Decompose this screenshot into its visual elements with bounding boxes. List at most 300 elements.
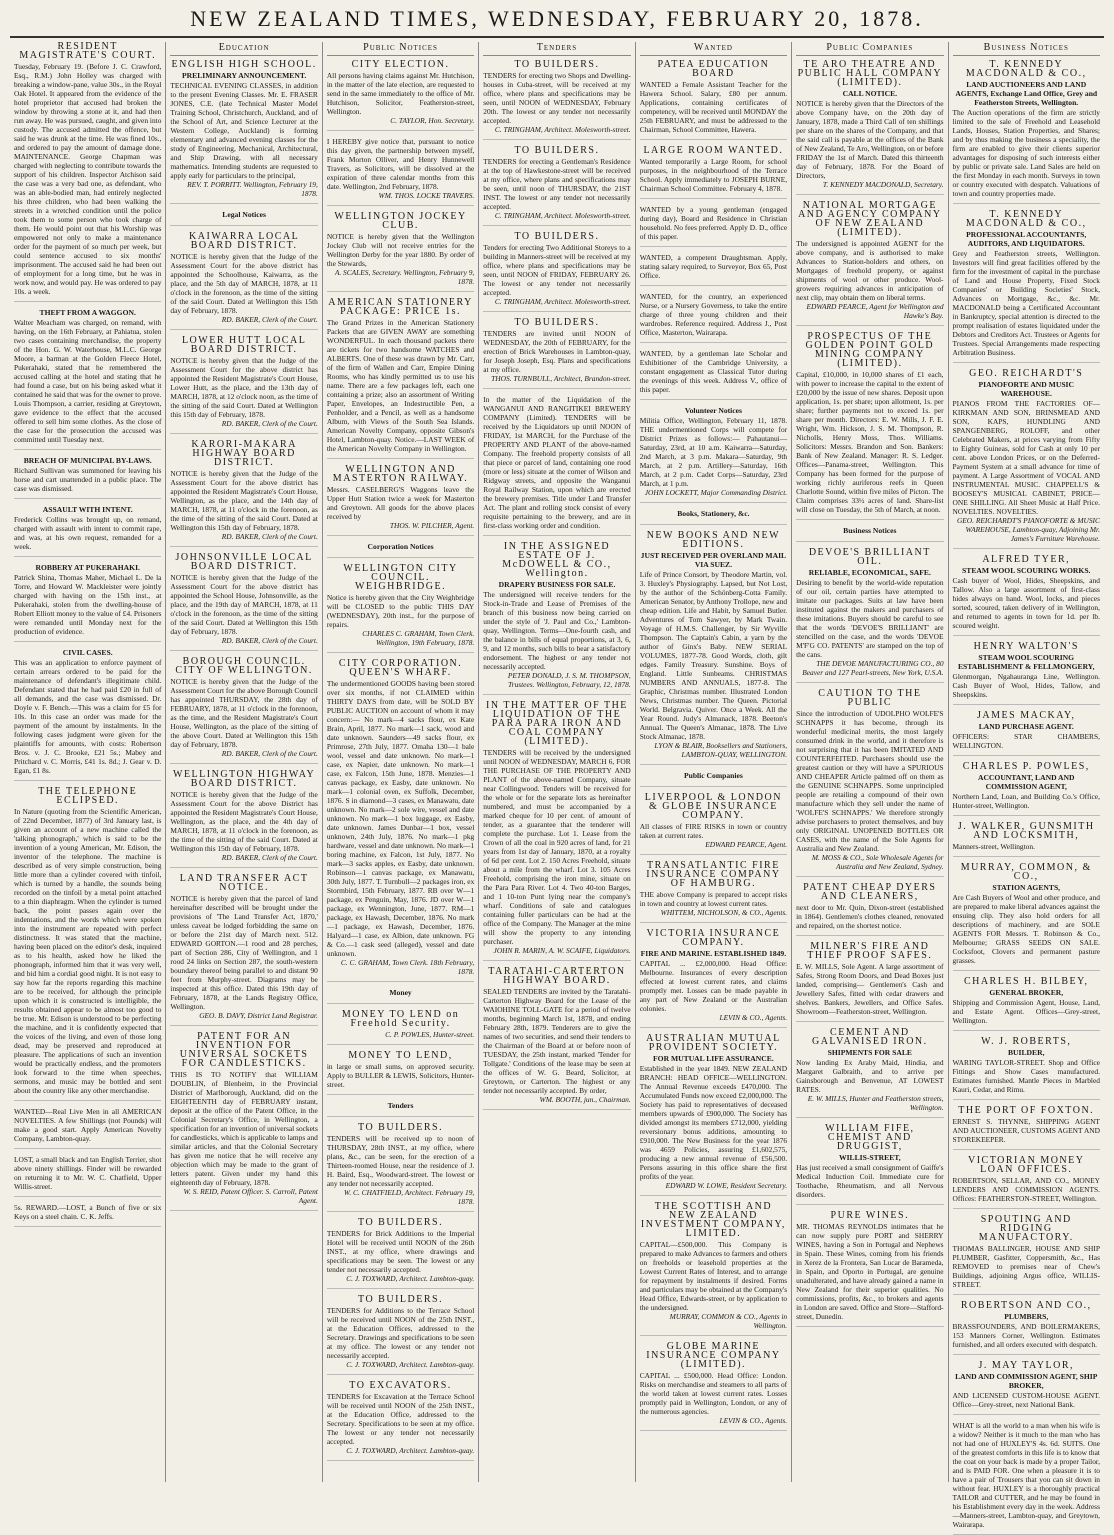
notice-subtitle: DRAPERY BUSINESS FOR SALE. xyxy=(498,580,616,589)
notice-title: LOWER HUTT LOCAL BOARD DISTRICT. xyxy=(181,335,307,355)
notice-body: Wanted temporarily a Large Room, for school purposes, in the neighbourhood of the Terrace School. Apply immediately to JOSEPH BURNE, Chairman School Committee. February 4, 1878. xyxy=(639,157,788,193)
notice-body: THOMAS BALLINGER, HOUSE AND SHIP PLUMBER, Gasfitter, Coppersmith, &c., Has REMOVED to premises near of Chew's Buildings, adjoining Argus office, WILLIS-STREET. xyxy=(952,1244,1100,1289)
notice-title: CHARLES H. BILBEY, xyxy=(963,976,1089,987)
notice xyxy=(796,942,943,1022)
column-6 xyxy=(792,42,948,1482)
notice-body: in large or small sums, on approved security. Apply to BULLER & LEWIS, Solicitors, Hunter-street. xyxy=(326,1062,475,1089)
notice xyxy=(327,1381,474,1461)
notice-body: NOTICE is hereby given that the Judge of the Assessment Court for the above district has appointed the Schoolhouse, Kaiwarra, as the place, and the 5th day of MARCH, 1878, at 11 o'clock in the forenoon, as the time of the sitting of the said Court. Dated at Wellington this 15th day of February, 1878. xyxy=(170,252,318,315)
notice xyxy=(796,526,943,542)
notice xyxy=(953,1037,1100,1100)
notice-title: WELLINGTON AND MASTERTON RAILWAY. xyxy=(332,464,469,484)
notice xyxy=(953,863,1100,971)
column-3 xyxy=(323,42,479,1482)
notice-title: J. WALKER, GUNSMITH AND LOCKSMITH, xyxy=(957,821,1095,841)
notice-body: TECHNICAL EVENING CLASSES, in addition to the present Evening Classes. Mr. E. FRASER JONES, C.E. (late Technical Master Model Training School, Christchurch, Auckland, and of the School of Art, and Science Lecturer at the Western College, Auckland) is forming elementary and advanced evening classes for the study of Engineering, Mechanical, Architectural, and Ship Drawing, with all necessary mathematics. Intending students are requested to apply early for particulars to the principal, xyxy=(170,81,318,180)
notice xyxy=(483,967,630,1110)
notice xyxy=(796,60,943,195)
notice-title: W. J. ROBERTS, xyxy=(981,1036,1072,1047)
notice-subtitle: Business Notices xyxy=(843,526,897,535)
notice-body: The undersigned is appointed AGENT for the above company, and is authorised to make Advances to Station-holders and others, on Mortgages of freehold property, or against shipments of wool or other produce. Wool-growers requiring advances in anticipation of next clip, may obtain them on liberal terms. xyxy=(796,239,944,302)
notice-signature: GEO. REICHARDT'S PIANOFORTE & MUSIC WAREHOUSE, Lambton-quay, Adjoining Mr. James's Furniture Warehouse. xyxy=(956,516,1100,543)
notice xyxy=(796,332,943,520)
notice-body: This was an application to enforce payment of certain arrears ordered to be paid for the maintenance of defendant's illegitimate child. Defendant stated that he had paid £20 in full of all demands, and the case was dismissed. Dr. Doyle v. F. Bench.—This was a claim for £5 for 10s. In this case an order was made for the payment of the amount by instalments. In the following cases judgment were given for the plaintiffs for amounts, with costs: Robertson Bros. v. J. C. Brooke, £21 5s.; Mabey and Pritchard v. C. Morris, £41 1s. 8d.; J. Gear v. D. Egan, £1 8s. xyxy=(14,658,162,775)
notice-body: PIANOS FROM THE FACTORIES OF— KIRKMAN AND SON, BRINSMEAD AND SON, KAPS, HUNDLING AND SPANGENBERG, ROLOFF, and other Celebrated Makers, at prices varying from Fifty to Eighty Guineas, sold for Cash at only 10 per cent. above London Prices, or on the Deferred-Payment System at a small advance for time of payment. A Large Assortment of VOCAL AND INSTRUMENTAL MUSIC. CHAPPELL'S & BOOSEY'S MUSICAL CABINET, PRICE—ONE SHILLING. All Sheet Music at Half Price. NOVELTIES. NOVELTIES. xyxy=(952,399,1100,516)
notice-signature: RD. BAKER, Clerk of the Court. xyxy=(221,419,318,428)
notice-title: CHARLES P. POWLES, xyxy=(962,761,1090,772)
notice-title: MILNER'S FIRE AND THIEF PROOF SAFES. xyxy=(807,941,933,961)
notice xyxy=(14,1155,161,1197)
notice xyxy=(327,212,474,292)
notice-subtitle: Corporation Notices xyxy=(367,542,434,551)
notice-title: VICTORIAN MONEY LOAN OFFICES. xyxy=(968,1155,1085,1175)
notice xyxy=(327,564,474,653)
notice-signature: C. J. TOXWARD, Architect. Lambton-quay. xyxy=(346,1446,475,1455)
notice-body: I HEREBY give notice that, pursuant to notice this day given, the partnership between myself, Frank Morton Olliver, and Henry Hunnewell Travers, as Solicitors, will be dissolved at the expiration of three calendar months from this date. Wellington, 2nd February, 1878. xyxy=(326,137,475,191)
notice-title: LAND TRANSFER ACT NOTICE. xyxy=(179,873,309,893)
notice-subtitle: Legal Notices xyxy=(222,210,266,219)
notice-body: Are Cash Buyers of Wool and other produce, and are prepared to make liberal advances against the ensuing clip. They also hold orders for all descriptions of machinery, and are SOLE AGENTS FOR Messrs. T. Robinson & Co., Melbourne; GRASS SEEDS ON SALE. Cocksfoot, Clovers and permanent pasture grasses. xyxy=(952,893,1100,965)
notice-body: SEALED TENDERS are invited by the Taratahi-Carterton Highway Board for the Lease of the WAIOHINE TOLL-GATE for a period of twelve months, beginning March 1st, 1878, and ending February 28th, 1879. Tenderers are to give the names of two securities, and send their tenders to the Chairman of the Board at or before noon of TUESDAY, the 25th instant, marked 'Tender for Tollgate.' Conditions of the lease may be seen at the offices of W. G. Beard, Solicitor, at Greytown, or Carterton. The highest or any tender not necessarily accepted. By order, xyxy=(483,987,631,1095)
notice-subtitle: Volunteer Notices xyxy=(684,406,742,415)
notice-body: WANTED, a competent Draughtsman. Apply, stating salary required, to Surveyor, Box 65, Post Office. xyxy=(639,253,788,280)
column-heading: Wanted xyxy=(640,42,787,56)
notice-signature: A. SCALES, Secretary. Wellington, February 9, 1878. xyxy=(334,268,475,286)
notice xyxy=(953,711,1100,756)
notice-signature: THOS. TURNBULL, Architect, Brandon-street. xyxy=(491,374,631,383)
notice-signature: C. TRINGHAM, Architect. Molesworth-street. xyxy=(494,125,631,134)
column-2 xyxy=(166,42,322,1482)
notice-title: BOROUGH COUNCIL. CITY OF WELLINGTON. xyxy=(175,656,313,676)
notice-title: ROBERTSON AND CO., xyxy=(960,1300,1092,1311)
notice xyxy=(953,210,1100,363)
notice-body: The Grand Prizes in the American Stationery Packets that are GIVEN AWAY are something WONDERFUL. In each thousand packets there are tickets for two handsome WATCHES and ALBERTS. One of these was drawn by Mr. Carr, of the firm of Wallen and Carr, Empire Dining Rooms, who has kindly permitted us to use his name. There are a few packages left, each one containing a prize; also an assortment of Writing Paper, Envelopes, an Indestructible Pen, a Penholder, and a Pencil, as well as a handsome Album, with Views of the South Sea Islands. American Novelty Company, opposite Gibson's Hotel, Lambton-quay. Notice.—LAST WEEK of the American Novelty Company in Wellington. xyxy=(326,318,475,453)
notice xyxy=(327,542,474,558)
notice xyxy=(170,210,317,226)
notice xyxy=(14,563,161,642)
notice-body: TENDERS will be received by the undersigned until NOON of WEDNESDAY, MARCH 6, FOR THE PURCHASE OF THE PROPERTY AND PLANT of the above-named Company, situate near Collingwood. Tenders will be received for the whole or for the separate lots as hereinafter numbered, and must be accompanied by a marked cheque for 10 per cent. of amount of tender, as a guarantee that the tenderer will complete the purchase. Lot 1. Lease from the Crown of all the coal in 920 acres of land, for 21 years from 1st day of January, 1870, at a royalty of 6d per cent. Lot 2. 150 Acres Freehold, situate about a mile from the wharf. Lot 3. 105 Acres Freehold, comprising the iron mine, situate on the Para Para River. Lot 4. Two 40-ton Barges, and 1 10-ton Punt lying near the company's wharf. Conditions of sale and catalogues containing fuller particulars can be had at the office of the Company. The Manager at the mine will show the property to any intending purchaser. xyxy=(483,748,631,946)
notice-subtitle: RELIABLE, ECONOMICAL, SAFE. xyxy=(808,568,931,577)
notice-body: Desiring to benefit by the world-wide reputation of our oil, certain parties have attempted to imitate our packages. Suits at law have been instituted against the makers and purchasers of these imitations. Buyers should be careful to see that the words 'DEVOE'S BRILLIANT' are stencilled on the case, and the words 'DEVOE M'F'G CO. PATENTS' are stamped on the top of the cans. xyxy=(796,578,944,659)
notice-title: WELLINGTON HIGHWAY BOARD DISTRICT. xyxy=(173,769,316,789)
notice-title: CAUTION TO THE PUBLIC xyxy=(818,688,922,708)
notice-title: TO BUILDERS. xyxy=(514,145,600,156)
notice-body: NOTICE is hereby given that the Wellington Jockey Club will not receive entries for the Wellington Derby for the year 1880. By order of the Stewards, xyxy=(326,232,475,268)
notice-subtitle: PROFESSIONAL ACCOUNTANTS, AUDITORS, AND LIQUIDATORS. xyxy=(966,230,1087,248)
notice xyxy=(953,1215,1100,1295)
notice-signature: C. P. POWLES, Hunter-street. xyxy=(385,1030,475,1039)
notice xyxy=(796,883,943,936)
notice-title: T. KENNEDY MACDONALD & CO., xyxy=(965,209,1087,229)
notice xyxy=(953,369,1100,549)
notice-body: next door to Mr. Quin, Dixon-street (established in 1864). Gentlemen's clothes cleaned, renovated and repaired, on the shortest notice. xyxy=(796,903,944,930)
notice xyxy=(640,292,787,343)
notice xyxy=(327,465,474,536)
notice-subtitle: FOR MUTUAL LIFE ASSURANCE. xyxy=(653,1054,774,1063)
notice xyxy=(640,509,787,525)
notice-subtitle: PIANOFORTE AND MUSIC WAREHOUSE. xyxy=(978,380,1074,398)
notice-signature: EDWARD PEARCE, Agent. xyxy=(705,840,788,849)
notice xyxy=(170,60,317,204)
notice-title: NATIONAL MORTGAGE AND AGENCY COMPANY OF NEW ZEALAND (LIMITED). xyxy=(798,200,942,238)
notice-title: KAIWARRA LOCAL BOARD DISTRICT. xyxy=(189,231,300,251)
notice-body: NOTICE is hereby given that the Judge of the Assessment Court for the above district has appointed the Resident Magistrate's Court House, Lower Hutt, as the place, and the 13th day of MARCH, 1878, at 12 o'clock noon, as the time of the sitting of the said Court. Dated at Wellington this 15th day of February, 1878. xyxy=(170,356,318,419)
notice-body: Walter Meacham was charged, on remand, with having, on the 16th February, at Pahiatua, stolen two cases containing merchandise, the property of the Hon. G. W. Waterhouse, M.L.C. George Moore, a barman at the Golden Fleece Hotel, Pukerahaki, stated that he remembered the accused calling at the hotel and stating that he had found a case, but on his being asked what it contained he said that was for the owner to prove. Louis Thompson, a carrier, residing at Greytown, gave evidence to the effect that the accused offered to sell him some clothes. As the close of the case for the prosecution the accused was committed until Tuesday next. xyxy=(14,318,162,444)
notice-signature: EDWARD W. LOWE, Resident Secretary. xyxy=(665,1181,788,1190)
notice-body: NOTICE is hereby given that the Judge of the Assessment Court for the above District has appointed the Resident Magistrate's Court House, Wellington, as the place, and the 4th day of MARCH, 1878, at 11 o'clock in the forenoon, as the time of the sitting of the said Court. Dated at Wellington this 15th day of February, 1878. xyxy=(170,790,318,853)
notice-title: ALFRED TYER, xyxy=(982,554,1071,565)
notice-signature: RD. BAKER, Clerk of the Court. xyxy=(221,315,318,324)
notice xyxy=(14,1107,161,1149)
notice-signature: W. S. REID, Patent Officer. S. Carroll, Patent Agent. xyxy=(183,1187,318,1205)
notice-body: Notice is hereby given that the City Weighbridge will be CLOSED to the public THIS DAY (WEDNESDAY), 20th inst., for the purpose of repairs. xyxy=(326,593,475,629)
notice-body: CAPITAL ... £2,000,000. Head Office: Melbourne. Insurances of every description effected at lowest current rates, and claims promptly met. Losses can be made payable in any part of New Zealand or the Australian colonies. xyxy=(639,959,788,1013)
notice-title: TRANSATLANTIC FIRE INSURANCE COMPANY OF HAMBURG. xyxy=(646,860,781,889)
notice xyxy=(640,1202,787,1336)
notice-title: JOHNSONVILLE LOCAL BOARD DISTRICT. xyxy=(175,552,313,572)
notice xyxy=(327,1295,474,1375)
notice xyxy=(483,60,630,140)
notice-subtitle: CALL NOTICE. xyxy=(842,89,898,98)
notice-subtitle: GENERAL BROKER, xyxy=(989,988,1064,997)
notice-body: E. W. MILLS, Sole Agent. A large assortment of Safes, Strong Room Doors, and Dead Boxes just landed, comprising— Gentlemen's Cash and Jewellery Safes, fitted with cedar drawers and shelves. Bankers, Jewellers, and Office Safes. Showroom—Featherston-street, Wellington. xyxy=(796,962,944,1016)
notice-title: TO BUILDERS. xyxy=(358,1122,444,1133)
notice xyxy=(14,505,161,557)
notice-title: PURE WINES. xyxy=(830,1210,910,1221)
notice xyxy=(953,1361,1100,1415)
notice-body: ROBERTSON, SELLAR, AND CO., MONEY LENDERS AND COMMISSION AGENTS. Offices: FEATHERSTON-STREET, Wellington. xyxy=(952,1176,1100,1203)
notice-subtitle: PRELIMINARY ANNOUNCEMENT. xyxy=(182,71,307,80)
notice-subtitle: WILLIS-STREET, xyxy=(838,1153,901,1162)
notice-signature: W. C. CHATFIELD, Architect. February 19, 1878. xyxy=(343,1188,475,1206)
notice-body: NOTICE is hereby given that the Directors of the above Company have, on the 20th day of January, 1878, made a Third Call of ten shillings per share on the shares of the Company, and that the said call is payable at the offices of the Bank of New Zealand, Te Aro, Wellington, on or before FRIDAY the 1st of March. Dated this thirteenth day of February, 1878. For the Board of Directors, xyxy=(796,99,944,180)
notice xyxy=(483,146,630,226)
masthead: NEW ZEALAND TIMES, WEDNESDAY, FEBRUARY 20, 1878. xyxy=(10,6,1104,38)
notice xyxy=(327,1218,474,1289)
notice xyxy=(796,689,943,877)
notice-body: TENDERS are invited until NOON of WEDNESDAY, the 20th of FEBRUARY, for the erection of Brick Warehouses in Lambton-quay, for Joseph Joseph, Esq. Plans and specifications at my office. xyxy=(483,329,631,374)
notice-signature: WHITTEM, NICHOLSON, & CO., Agents. xyxy=(660,908,788,917)
notice-body: Shipping and Commission Agent, House, Land, and Estate Agent. Offices—Grey-street, Wellington. xyxy=(952,998,1100,1025)
notice-subtitle: JUST RECEIVED PER OVERLAND MAIL VIA SUEZ. xyxy=(640,551,787,569)
notice-signature: C. C. GRAHAM, Town Clerk. 18th February, 1878. xyxy=(340,958,475,976)
notice-body: WANTED by a young gentleman (engaged during day), Board and Residence in Christian household. No fees preferred. Apply D. D., office of this paper. xyxy=(639,205,788,241)
notice xyxy=(14,42,161,302)
notice-title: DEVOE'S BRILLIANT OIL. xyxy=(808,547,931,567)
notice-title: IN THE ASSIGNED ESTATE OF J. McDOWELL & CO., Wellington. xyxy=(502,541,612,579)
notice-title: IN THE MATTER OF THE LIQUIDATION OF THE PARA PARA IRON AND COAL COMPANY (LIMITED). xyxy=(486,700,628,747)
notice-body: WANTED a Female Assistant Teacher for the Hawera School. Salary, £80 per annum. Applications, containing certificates of competency, will be received until MONDAY the 25th FEBRUARY, and must be addressed to the Chairman, School Committee, Hawera. xyxy=(639,80,788,134)
notice-signature: RD. BAKER, Clerk of the Court. xyxy=(221,749,318,758)
notice xyxy=(327,988,474,1004)
notice xyxy=(327,1010,474,1045)
notice-signature: EDWARD PEARCE, Agent for Wellington and Hawke's Bay. xyxy=(806,302,944,320)
notice-body: Manners-street, Wellington. xyxy=(952,842,1035,851)
column-heading: Business Notices xyxy=(953,42,1100,56)
notice-title: MONEY TO LEND on Freehold Security. xyxy=(341,1009,460,1029)
notice-subtitle: BUILDER, xyxy=(1007,1048,1045,1057)
notice-subtitle: LAND PURCHASE AGENT. xyxy=(978,722,1074,731)
notice-body: Cash buyer of Wool, Hides, Sheepskins, and Tallow. Also a large assortment of first-class hides always on hand. Wool, locks, and pieces sorted, scoured, taken delivery of in Wellington, and returned to agents in town for 1d. per lb. scoured weight. xyxy=(952,576,1100,630)
notice-body: WARING TAYLOR-STREET. Shop and Office Fittings and Show Cases manufactured. Estimates furnished. Mantle Pieces in Marbled Kauri, Cedar, and Rimu. xyxy=(952,1058,1100,1094)
notice-body: ERNEST S. THYNNE, SHIPPING AGENT AND AUCTIONEER, CUSTOMS AGENT AND STOREKEEPER. xyxy=(952,1117,1100,1144)
notice xyxy=(640,349,787,400)
notice-subtitle: Money xyxy=(389,988,412,997)
notice-title: HENRY WALTON'S xyxy=(973,641,1079,652)
notice-signature: THOS. W. PILCHER, Agent. xyxy=(389,521,475,530)
notice-body: Patrick Shina, Thomas Maher, Michael L. De la Torre, and Howard W. Mackleister were jointly charged with having on the 15th inst., at Pukerahaki, stolen from the dwelling-house of Robert Elliott money to the value of £4. Prisoners were remanded until Monday next for the production of evidence. xyxy=(14,573,162,636)
notice-body: Messrs. CASELBERG'S Waggons leave the Upper Hutt Station twice a week for Masterton and Greytown. All goods for the above places received by xyxy=(326,485,475,521)
notice-body: Richard Sullivan was summoned for leaving his horse and cart unattended in a public place. The case was dismissed. xyxy=(14,466,162,493)
notice xyxy=(14,1203,161,1227)
notice xyxy=(953,1301,1100,1355)
notice-signature: RD. BAKER, Clerk of the Court. xyxy=(221,853,318,862)
notice xyxy=(953,60,1100,204)
notice-title: CITY ELECTION. xyxy=(351,59,450,70)
notice-body: TENDERS will be received up to noon of THURSDAY, 28th INST., at my office, where plans, &c., can be seen, for the erection of a Thirteen-roomed House, near the residence of J. H. Baird, Esq., Woodward-street. The lowest or any tender not necessarily accepted. xyxy=(326,1134,475,1188)
notice-subtitle: STEAM WOOL SCOURING WORKS. xyxy=(962,566,1091,575)
notice xyxy=(170,440,317,547)
notice xyxy=(953,642,1100,705)
notice-body: In the matter of the Liquidation of the WANGANUI AND RANGITIKEI BREWERY COMPANY (Limited). TENDERS will be received by the Liquidators up until NOON of FRIDAY, 1st MARCH, for the Purchase of the PROPERTY AND PLANT of the above-named Company. The freehold property consists of all that piece or parcel of land, containing one rood (more or less) situate at the corner of Wilson and Ridgway streets, and opposite the Wanganui Royal Railway Station, upon which are erected the brewery premises. Title under Land Transfer Act. The plant and rolling stock consist of every requisite pertaining to the brewery, and are in first-class working order and condition. xyxy=(483,395,631,530)
notice-title: LIVERPOOL & LONDON & GLOBE INSURANCE COMPANY. xyxy=(644,792,782,821)
notice-subtitle: PLUMBERS, xyxy=(1004,1312,1049,1321)
notice xyxy=(483,318,630,389)
notice xyxy=(640,1034,787,1196)
notice xyxy=(640,146,787,199)
notice-signature: PETER DONALD, J. S. M. THOMPSON, Trustees. Wellington, February, 12, 1878. xyxy=(507,671,631,689)
notice-body: Capital, £10,000, in 10,000 shares of £1 each, with power to increase the capital to the extent of £20,000 by the issue of new shares. Deposit upon application, 1s. per share; upon allotment, 1s. per share; further payments not to exceed 1s. per share per month. Directors: E. W. Mills, J. F. E. Wright, Wm. Hickson, J. S. M. Thompson, R. Nicholls, Henry Moss, Thos. Williams. Solicitors: Messrs. Brandon and Son. Bankers: Bank of New Zealand. Manager: R. S. Ledger. Offices—Panama-street, Wellington. This Company has been formed for the purpose of working richly auriferous reefs in Queen Charlotte Sound, within five miles of Picton. The Claim comprises 33½ acres of land. Share-list will close on Tuesday, the 5th of March, at noon. xyxy=(796,370,944,514)
notice-body: Glenmorgan, Ngahauranga Line, Wellington. Cash Buyer of Wool, Hides, Tallow, and Sheepskins. xyxy=(952,672,1100,699)
notice-signature: MURRAY, COMMON & CO., Agents in Wellington. xyxy=(669,1312,788,1330)
notice-body: MR. THOMAS REYNOLDS intimates that he can now supply pure PORT and SHERRY WINES, having a Son in Portugal and Nephews in Spain. These Wines, coming from his friends in Xerez de la Frontera, San Lucar de Barameda, in Spain, and Oporto in Portugal, are genuine unadulterated, and have already gained a name in New Zealand for their superior qualities. No commissions, profits, &c., to brokers and agents in London are saved. Office and Store—Stafford-street, Dunedin. xyxy=(796,1222,944,1321)
notice xyxy=(953,1106,1100,1150)
notice xyxy=(953,762,1100,816)
notice xyxy=(640,531,787,765)
notice xyxy=(953,1156,1100,1209)
notice-title: PROSPECTUS OF THE GOLDEN POINT GOLD MINING COMPANY (LIMITED). xyxy=(805,331,935,369)
notice-title: T. KENNEDY MACDONALD & CO., xyxy=(965,59,1087,79)
notice xyxy=(327,659,474,982)
notice-signature: WM. BOOTH, jun., Chairman. xyxy=(539,1095,631,1104)
notice xyxy=(327,60,474,131)
column-1 xyxy=(10,42,166,1482)
notice xyxy=(327,1123,474,1212)
notice-body: 5s. REWARD.—LOST, a Bunch of five or six Keys on a steel chain. C. K. Jeffs. xyxy=(14,1203,162,1221)
notice-title: TO EXCAVATORS. xyxy=(349,1380,452,1391)
notice-title: AMERICAN STATIONERY PACKAGE: PRICE 1s. xyxy=(328,297,473,317)
notice xyxy=(483,701,630,961)
notice-title: THE PORT OF FOXTON. xyxy=(958,1105,1095,1116)
notice-title: MONEY TO LEND, xyxy=(348,1050,453,1061)
notice-body: NOTICE is hereby given that the Judge of the Assessment Court for the above district has appointed the School House, Johnsonville, as the place, and the 19th day of MARCH, 1878, at 11 o'clock in the forenoon, as the time of the sitting of the said Court. Dated at Wellington this 15th day of February, 1878. xyxy=(170,573,318,636)
notice-body: CAPITAL—£500,000. This Company is prepared to make Advances to farmers and others on freeholds or leasehold properties at the Lowest Current Rates of Interest, and to arrange for repayment by instalments if desired. Forms and particulars may be obtained at the Company's Head Office, Edwards-street, or by application to the undersigned. xyxy=(639,1240,788,1312)
notice xyxy=(640,60,787,140)
notice-title: CITY CORPORATION. QUEEN'S WHARF. xyxy=(338,658,463,678)
notice-title: MURRAY, COMMON, & CO., xyxy=(960,862,1092,882)
notice-body: The Auction operations of the firm are strictly limited to the sale of Freehold and Leasehold Lands, Houses, Station Properties, and Shares; and by thus making the business a speciality, the firm are enabled to give their clients superior advantages for disposing of such interests either by public or private sale. Land Sales are held on the first Monday in each month. Surveys in town or country executed with despatch. Valuations of town and country properties made. xyxy=(952,108,1100,198)
notice-body: The undermentioned GOODS having been stored over six months, if not CLAIMED within THIRTY DAYS from date, will be SOLD BY PUBLIC AUCTION on account of whom it may concern:— No mark—4 sacks flour, ex Kate Brain, April, 1877. No mark—1 sack, wood and date unknown. Saunders—49 sacks flour, ex Primrose, 27th July, 1877. Omaha 130—1 bale wool, vessel and date unknown. No mark—1 case, ex Napier, date unknown. No mark—1 case, ex Falcon, 15th June, 1878. Menzies—1 canvas package, ex Easby, date unknown. No mark—1 colonial oven, ex Suffolk, December, 1876. S in diamond—3 cases, ex Manawatu, date unknown. No mark—2 sole wire, vessel and date unknown. No mark—1 box luggage, ex Easby, date unknown. James Dunbar—1 box, vessel unknown, 24th July, 1876. No mark—1 pkg hardware, vessel and date unknown. No mark—1 boring machine, ex Falcon, 1st July, 1877. No mark—3 sacks apples, ex Easby, date unknown. Robinson—1 canvas package, ex Manawatu, 30th July, 1877. T. Turnbull—2 packages iron, ex Stormbird, 15th February, 1877. RB over W—1 package, ex Penguin, May, 1876. JD over W—1 package, ex Wennington, June, 1877. RM—1 package, ex Hawash, December, 1876. No mark—1 package, ex Hawash, December, 1876. Halyard—1 case, ex Albion, date unknown. FG & Co.—1 cask seed (alleged), vessel and date unknown. xyxy=(326,679,475,958)
notice-body: Tuesday, February 19. (Before J. C. Crawford, Esq., R.M.) John Holley was charged with breaking a window-pane, value 30s., in the Royal Oak Hotel. It appeared from the evidence of the hotel proprietor that accused had broken the window by throwing a stone at it, and had then run away. He was pursued, caught, and given into custody. The accused admitted the offence, but said he was drunk at the time. He was fined 10s., and ordered to pay the amount of damage done. MAINTENANCE. George Chapman was charged with neglecting to contribute towards the support of his children. Inspector Atchison said the case was a very bad one, as defendant, who was an able-bodied man, had entirely neglected his three children, who had been walking the streets in a wretched condition until the police took them to some person who took charge of them. He would point out that his Worship was empowered not only to make a maintenance order for the payment of so much per week, but could sentence accused to six months' imprisonment. The accused said he had been out of employment for a long time, but he was in work now, and would pay. He was ordered to pay 10s. a week. xyxy=(14,62,162,296)
notice-title: KARORI-MAKARA HIGHWAY BOARD DISTRICT. xyxy=(191,439,297,468)
notice-signature: JOHN LOCKETT, Major Commanding District. xyxy=(644,488,788,497)
notice-title: THE TELEPHONE ECLIPSED. xyxy=(38,786,138,806)
notice-subtitle: Books, Stationery, &c. xyxy=(677,509,750,518)
notice-subtitle: Tenders xyxy=(387,1101,414,1110)
notice-title: PATENT FOR AN INVENTION FOR UNIVERSAL SOCKETS FOR CANDLESTICKS. xyxy=(179,1031,309,1069)
notice-signature: RD. BAKER, Clerk of the Court. xyxy=(221,636,318,645)
notice-signature: C. J. TOXWARD, Architect. Lambton-quay. xyxy=(346,1360,475,1369)
notice-body: THIS IS TO NOTIFY that WILLIAM DOUBLIN, of Blenheim, in the Provincial District of Marlborough, Auckland, did on the EIGHTEENTH day of FEBRUARY instant, deposit at the office of the Patent Office, in the Colonial Secretary's Office, in Wellington, a specification for an invention of universal sockets for candlesticks, which is applicable to lamps and similar articles, and that the Colonial Secretary has given me notice that he will receive any objection which may be made to the grant of letters patent. Given under my hand this eighteenth day of February, 1878. xyxy=(170,1070,318,1187)
notice xyxy=(640,929,787,1028)
notice-signature: T. KENNEDY MACDONALD, Secretary. xyxy=(822,180,944,189)
notice-body: Established in the year 1849. NEW ZEALAND BRANCH: HEAD OFFICE—WELLINGTON. The Annual Revenue exceeds £470,000. The Accumulated Funds now exceed £2,000,000. The Society has paid to representatives of deceased members upwards of £900,000. The Society has divided amongst its members £712,000, yielding reversionary bonus additions, amounting to £910,000. The New Business for the year 1876 was 4659 Policies, assuring £1,602,575, producing a new annual revenue of £56,500. Persons assuring in this office share the first profits of the year. xyxy=(639,1064,788,1181)
notice-signature: C. TRINGHAM, Architect. Molesworth-street. xyxy=(494,297,631,306)
notice-signature: RD. BAKER, Clerk of the Court. xyxy=(221,532,318,541)
notice-body: NOTICE is hereby given that the Judge of the Assessment Court for the above Borough Council has appointed THURSDAY, the 28th day of FEBRUARY, 1878, at 11 o'clock in the forenoon, as the time, and the Resident Magistrate's Court House, Wellington, as the place of the sitting of the above Court. Dated at Wellington this 15th day of February, 1878. xyxy=(170,677,318,749)
notice-body: AND LICENSED CUSTOM-HOUSE AGENT. Office—Grey-street, next National Bank. xyxy=(952,1391,1100,1409)
notice xyxy=(953,1421,1100,1535)
notice-body: WANTED—Real Live Men in all AMERICAN NOVELTIES. A few Shillings (not Pounds) will make a good start. Apply American Novelty Company, Lambton-quay. xyxy=(14,1107,162,1143)
notice-title: SPOUTING AND RIDGING MANUFACTORY. xyxy=(978,1214,1074,1243)
notice-signature: LEVIN & CO., Agents. xyxy=(719,1416,788,1425)
column-heading: Public Companies xyxy=(796,42,943,56)
columns xyxy=(10,41,1104,1529)
notice-title: NEW BOOKS AND NEW EDITIONS. xyxy=(646,530,781,550)
notice-body: The undersigned will receive tenders for the Stock-in-Trade and Lease of Premises of the branch of this business now being carried on under the style of 'J. Paul and Co.,' Lambton-quay, Wellington. Terms—One-fourth cash, and the balance in bills of equal proportions, at 3, 6, 9, and 12 months, such bills to bear a satisfactory endorsement. The highest or any tender not necessarily accepted. xyxy=(483,590,631,671)
column-heading: Public Notices xyxy=(327,42,474,56)
notice xyxy=(170,770,317,868)
notice-signature: CHARLES C. GRAHAM, Town Clerk. Wellington, 19th February, 1878. xyxy=(362,629,475,647)
notice-body: THE above Company is prepared to accept risks in town and country at lowest current rates. xyxy=(639,890,788,908)
notice-body: TENDERS for Additions to the Terrace School will be received until NOON of the 25th INST., at the Education Offices, addressed to the Secretary. Drawings and specifications to be seen at my office. The lowest or any tender not necessarily accepted. xyxy=(326,1306,475,1360)
notice-body: OFFICERS: STAR CHAMBERS, WELLINGTON. xyxy=(952,732,1100,750)
notice-body: Northern Land, Loan, and Building Co.'s Office, Hunter-street, Wellington. xyxy=(952,792,1100,810)
notice-title: GEO. REICHARDT'S xyxy=(969,368,1084,379)
notice-subtitle: CIVIL CASES. xyxy=(62,648,113,657)
notice-title: THE SCOTTISH AND NEW ZEALAND INVESTMENT COMPANY, LIMITED. xyxy=(640,1201,786,1239)
notice-body: TENDERS for erecting two Shops and Dwelling-houses in Cuba-street, will be received at my office, where plans and specifications may be seen, until NOON of WEDNESDAY, February 20th. The lowest or any tender not necessarily accepted. xyxy=(483,71,631,125)
notice-title: TO BUILDERS. xyxy=(514,59,600,70)
notice-title: TO BUILDERS. xyxy=(514,231,600,242)
notice-body: WHAT is all the world to a man when his wife is a widow? Neither is it much to the man who has not had one of HUXLEY'S 4s. 6d. SUITS. One of the greatest comforts in this life is to know that the coat on your back is made by a proper Tailor, and is PAID FOR. One when a pleasure it is to have a pair of Trousers that you can sit down in without fear. HUXLEY is a thoroughly practical TAILOR and CUTTER, and he may be found in his Establishment every day in the week. Address—Manners-street, Lambton-quay, and Greytown, Wairarapa. xyxy=(952,1421,1100,1529)
notice-body: All classes of FIRE RISKS in town or country taken at current rates. xyxy=(639,822,788,840)
notice xyxy=(796,548,943,683)
notice xyxy=(953,822,1100,857)
notice-title: RESIDENT MAGISTRATE'S COURT. xyxy=(19,41,157,61)
notice xyxy=(796,1028,943,1118)
notice xyxy=(483,232,630,312)
notice-body: TENDERS for Excavation at the Terrace School will be received until NOON of the 25th INST., at the Education Office, addressed to the Secretary. Specifications to be seen at my office. The lowest or any tender not necessarily accepted. xyxy=(326,1392,475,1446)
notice-title: TO BUILDERS. xyxy=(514,317,600,328)
notice-title: PATEA EDUCATION BOARD xyxy=(657,59,770,79)
notice-title: JAMES MACKAY, xyxy=(977,710,1076,721)
column-5 xyxy=(636,42,792,1482)
notice-body: WANTED, by a gentleman late Scholar and Exhibitioner of the Cambridge University, a constant engagement as Classical Tutor during the evenings of this week. Address V., office of this paper. xyxy=(639,349,788,394)
notice-title: WELLINGTON JOCKEY CLUB. xyxy=(334,211,467,231)
notice-title: ENGLISH HIGH SCHOOL. xyxy=(171,59,317,70)
notice xyxy=(796,201,943,326)
notice-subtitle: FIRE AND MARINE. ESTABLISHED 1849. xyxy=(640,949,787,958)
notice xyxy=(170,232,317,330)
notice-body: BRASSFOUNDERS, AND BOILERMAKERS, 153 Manners Corner, Wellington. Estimates furnished, and all orders executed with despatch. xyxy=(952,1322,1100,1349)
notice-subtitle: THEFT FROM A WAGGON. xyxy=(39,308,136,317)
notice-body: Militia Office, Wellington, February 11, 1878. THE undermentioned Corps will compete for District Prizes as follows:— Pahautanui—Saturday, 23rd, at 10 a.m. Kaiwarra—Saturday, 2nd March, at 3 p.m. Makara—Saturday, 9th March, at 2 p.m. Artillery—Saturday, 16th March, at 2 p.m. Cadet Corps—Saturday, 23rd March, at 1 p.m. xyxy=(639,416,788,488)
notice-title: VICTORIA INSURANCE COMPANY. xyxy=(646,928,781,948)
notice-body: NOTICE is hereby given that the Judge of the Assessment Court for the above district has appointed the Resident Magistrate's Court House, Wellington, as the place, and the 14th day of MARCH, 1878, at 11 o'clock in the forenoon, as the time of the sitting of the said Court. Dated at Wellington this 15th day of February, 1878. xyxy=(170,469,318,532)
notice-title: AUSTRALIAN MUTUAL PROVIDENT SOCIETY. xyxy=(646,1033,781,1053)
notice-body: WANTED, for the country, an experienced Nurse, or a Nursery Governess, to take the entire charge of three young children and their wardrobes. Reference required. Address J., Post Office, Masterton, Wairarapa. xyxy=(639,292,788,337)
notice-subtitle: BREACH OF MUNICIPAL BY-LAWS. xyxy=(23,456,152,465)
notice-title: TO BUILDERS. xyxy=(358,1217,444,1228)
notice xyxy=(640,793,787,855)
column-heading: Tenders xyxy=(483,42,630,56)
notice xyxy=(327,1051,474,1095)
column-4 xyxy=(479,42,635,1482)
notice-subtitle: STATION AGENTS, xyxy=(992,883,1061,892)
notice-body: In Nature (quoting from the Scientific American, of 22nd December, 1877) of 3rd January last, is given an account of a new machine called the 'talking phonograph,' which is said to be the invention of a young American, Mr. Edison, the inventor of the telephone. The machine is described as of very simple construction, being little more than a cylinder covered with tinfoil, which is turned by a handle, the sounds being recorded on the tinfoil by a metal point attached to a thin diaphragm. When the cylinder is turned back, the point passes again over the indentations, and the words which were spoken into the instrument are repeated with perfect distinctness. It was stated that the machine, having been placed on the editor's desk, inquired as to his health, asked how he liked the phonograph, informed him that it was very well, and bid him a cordial good night. It is not easy to say how far the reports regarding this machine are to be received, for although the principle upon which it is constructed is intelligible, the results obtained appear to be almost too good to be true. Mr. Edison is understood to be perfecting the machine, and it is confidently expected that the voices of the living, and even of those long dead, may be preserved and reproduced at pleasure. The applications of such an invention would be practically endless, and the promoters look forward to the time when speeches, sermons, and music may be bottled and sent about the country like any other merchandise. xyxy=(14,807,162,1095)
notice-signature: E. W. MILLS, Hunter and Featherston streets, Wellington. xyxy=(807,1094,944,1112)
notice-title: WILLIAM FIFE, CHEMIST AND DRUGGIST, xyxy=(825,1123,915,1152)
notice xyxy=(483,542,630,695)
notice-body: Since the introduction of UDOLPHO WOLFE'S SCHNAPPS it has become, through its wonderful medicinal merits, the most largely consumed drink in the world, and it therefore is not surprising that it has been IMITATED AND COUNTERFEITED. Purchasers should use the greatest caution or they will have a SPURIOUS AND CHEAPER Article palmed off on them as the GENUINE SCHNAPPS. Some unprincipled people are retailing a compound of their own manufacture which they sell under the name of 'WOLFE'S SCHNAPPS.' We therefore strongly advise purchasers to protect themselves, and buy only ORIGINAL UNOPENED BOTTLES OR CASES, with the name of the Sole Agents for Australia and New Zealand. xyxy=(796,709,944,853)
notice-body: CAPITAL ... £500,000. Head Office: London. Risks on merchandise and steamers to all parts of the world taken at lowest current rates. Losses promptly paid in Wellington, London, or any of the numerous agencies. xyxy=(639,1371,788,1416)
notice-subtitle: ROBBERY AT PUKERAHAKI. xyxy=(35,563,140,572)
notice-title: TARATAHI-CARTERTON HIGHWAY BOARD. xyxy=(488,966,626,986)
notice-body: TENDERS for Brick Additions to the Imperial Hotel will be received until NOON of the 26th INST., at my office, where drawings and specifications may be seen. The lowest or any tender not necessarily accepted. xyxy=(326,1229,475,1274)
column-7 xyxy=(949,42,1104,1529)
notice-subtitle: LAND AND COMMISSION AGENT, SHIP BROKER, xyxy=(955,1372,1098,1390)
column-heading: Education xyxy=(170,42,317,56)
notice xyxy=(170,336,317,434)
notice xyxy=(14,787,161,1101)
notice xyxy=(640,406,787,503)
notice-subtitle: Public Companies xyxy=(683,771,743,780)
notice-signature: C. TAYLOR, Hon. Secretary. xyxy=(390,116,475,125)
notice xyxy=(953,555,1100,636)
notice-signature: LYON & BLAIR, Booksellers and Stationers, LAMBTON-QUAY, WELLINGTON. xyxy=(654,741,788,759)
notice-title: PATENT CHEAP DYERS AND CLEANERS, xyxy=(803,882,937,902)
notice xyxy=(170,657,317,764)
notice-subtitle: ASSAULT WITH INTENT. xyxy=(42,505,133,514)
notice-subtitle: STEAM WOOL SCOURING ESTABLISHMENT & FELLMONGERY, xyxy=(957,653,1095,671)
notice-subtitle: ACCOUNTANT, LAND AND COMMISSION AGENT, xyxy=(977,773,1075,791)
notice xyxy=(170,874,317,1026)
notice xyxy=(327,1101,474,1117)
notice-subtitle: SHIPMENTS FOR SALE xyxy=(827,1048,913,1057)
notice xyxy=(640,205,787,247)
notice-signature: REV. T. PORRITT. Wellington, February 19, 1878. xyxy=(187,180,318,198)
notice-body: All persons having claims against Mr. Hutchison, in the matter of the late election, are requested to send in the same immediately to the office of Mr. Hutchison, Solicitor, Featherston-street, Wellington. xyxy=(326,71,475,116)
notice xyxy=(14,648,161,781)
notice-title: CEMENT AND GALVANISED IRON. xyxy=(811,1027,928,1047)
notice-body: TENDERS for erecting a Gentleman's Residence at the top of Hawkestone-street will be received at my office, where plans and specifications may be seen, until noon of THURSDAY, the 21ST INST. The lowest or any tender not necessarily accepted. xyxy=(483,157,631,211)
notice-title: TO BUILDERS. xyxy=(358,1294,444,1305)
notice-signature: C. TRINGHAM, Architect. Molesworth-street. xyxy=(494,211,631,220)
notice-body: Frederick Collins was brought up, on remand, charged with assault with intent to commit rape, and was, at his own request, remanded for a week. xyxy=(14,515,162,551)
notice xyxy=(14,456,161,499)
notice-title: TE ARO THEATRE AND PUBLIC HALL COMPANY (LIMITED). xyxy=(797,59,943,88)
notice xyxy=(14,308,161,450)
notice-body: Has just received a small consignment of Gaiffe's Medical Induction Coil. Immediate cure for Toothache, Rheumatism, and all Nervous disorders. xyxy=(796,1163,944,1199)
notice-signature: LEVIN & CO., Agents. xyxy=(719,1013,788,1022)
notice xyxy=(953,977,1100,1031)
notice-signature: WM. THOS. LOCKE TRAVERS. xyxy=(378,191,475,200)
notice-title: J. MAY TAYLOR, xyxy=(978,1360,1075,1371)
notice-signature: THE DEVOE MANUFACTURING CO., 80 Beaver and 127 Pearl-streets, New York, U.S.A. xyxy=(802,659,944,677)
notice xyxy=(640,253,787,286)
notice xyxy=(483,395,630,536)
